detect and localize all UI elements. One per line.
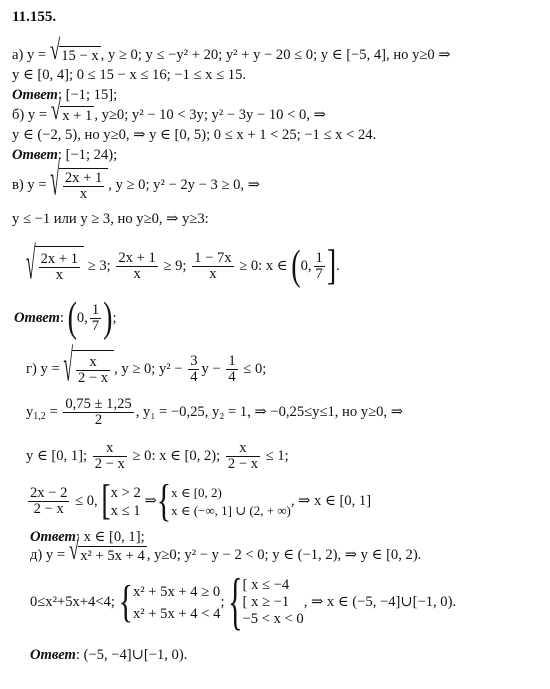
frac-den: 2 − x bbox=[77, 370, 109, 387]
text: y − bbox=[201, 361, 221, 377]
answer-label: Ответ bbox=[30, 529, 76, 545]
text: 0≤x²+5x+4<4; bbox=[30, 594, 115, 610]
frac-den: x bbox=[133, 266, 141, 283]
frac-den: 4 bbox=[190, 369, 198, 386]
frac-den: 7 bbox=[91, 318, 100, 335]
part-g-line-1: г) y = √ $\frac{x}{2 - x}$ , y ≥ 0; y² − $\frac{3}{4}$ y − $\frac{1}{4}$ ≤ 0; bbox=[26, 338, 267, 391]
text: y bbox=[26, 404, 34, 420]
part-d-tail: , y≥0; y² − y − 2 < 0; y ∈ (−1, 2), ⇒ y ∈ [0, 2). bbox=[146, 547, 422, 563]
part-a-line-1 bbox=[12, 35, 451, 67]
frac-den: x bbox=[79, 186, 88, 203]
frac-num: 1 − 7x bbox=[194, 250, 232, 267]
part-b-tail: , y≥0; y² − 10 < 3y; y² − 3y − 10 < 0, ⇒ bbox=[94, 107, 326, 123]
part-v-tail: , y ≥ 0; y² − 2y − 3 ≥ 0, ⇒ bbox=[108, 177, 260, 193]
frac-den: x bbox=[55, 267, 63, 284]
frac-num: 0,75 ± 1,25 bbox=[65, 396, 132, 413]
sqrt-x-plus-1: √ x + 1 bbox=[50, 95, 93, 127]
frac-num: x bbox=[93, 441, 127, 457]
frac-den: 2 − x bbox=[94, 456, 125, 473]
part-d-answer bbox=[30, 646, 187, 664]
text: ≥ 0: x ∈ [0, 2); bbox=[132, 448, 221, 464]
text: , ⇒ x ∈ (−5, −4]∪[−1, 0). bbox=[303, 594, 457, 610]
part-b-line-2: y ∈ (−2, 5), но y≥0, ⇒ y ∈ [0, 5); 0 ≤ x + 1 < 25; −1 ≤ x < 24. bbox=[12, 127, 377, 143]
radicand: x² + 5x + 4 bbox=[80, 548, 145, 565]
system-1: x² + 5x + 4 ≥ 0 x² + 5x + 4 < 4 bbox=[132, 583, 221, 622]
text: , y ≥ 0; y² − bbox=[114, 361, 183, 377]
part-g-line-4: $\frac{2x - 2}{2 - x}$ ≤ 0, [ x > 2 x ≤ 1 ⇒{ x ∈ [0, 2) x ∈ (−∞, 1] ∪ (2, + ∞) , ⇒ x ∈ [0, 1] bbox=[30, 476, 372, 526]
text: y ∈ [0, 1]; bbox=[26, 448, 88, 464]
frac-num: 2x − 2 bbox=[30, 485, 68, 502]
part-d-prefix: д) y = bbox=[30, 547, 69, 563]
answer-value: : (−5, −4]∪[−1, 0). bbox=[75, 647, 188, 663]
frac-den: 2 − x bbox=[33, 501, 64, 518]
part-v-prefix: в) y = bbox=[12, 177, 51, 193]
part-b-prefix: б) y = bbox=[12, 107, 51, 123]
frac-num: 1 bbox=[228, 353, 236, 370]
frac-num: 2x + 1 bbox=[118, 250, 156, 267]
answer-value: : [−1; 24); bbox=[57, 147, 118, 163]
text: , y₁ = −0,25, y₂ = 1, ⇒ −0,25≤y≤1, но y≥0, ⇒ bbox=[135, 404, 403, 420]
part-g-prefix: г) y = bbox=[26, 361, 64, 377]
part-a-prefix: а) y = bbox=[12, 47, 50, 63]
frac-den: 7 bbox=[315, 266, 323, 283]
frac-num: 2x + 1 bbox=[64, 170, 103, 187]
part-d-line-1: д) y = √ x² + 5x + 4 , y≥0; y² − y − 2 < 0; y ∈ (−1, 2), ⇒ y ∈ [0, 2). bbox=[30, 535, 422, 567]
frac-num: 3 bbox=[190, 353, 198, 370]
interval-left: 0, bbox=[76, 310, 88, 326]
frac-den: 2 − x bbox=[227, 456, 259, 473]
part-d-line-2: 0≤x²+5x+4<4; { x² + 5x + 4 ≥ 0 x² + 5x + 4 < 4 ; { [ x ≤ −4 [ x ≥ −1 −5 < x < 0 , ⇒ x ∈ (−5, −4]∪[−1, 0). bbox=[30, 566, 457, 637]
part-v-answer: Ответ: (0, $\frac{1}{7}$ ); bbox=[14, 294, 117, 342]
text: ≥ 9; bbox=[163, 258, 187, 274]
problem-number: 11.155. bbox=[12, 9, 57, 25]
radicand: x + 1 bbox=[62, 108, 93, 125]
text: ≤ 1; bbox=[265, 448, 289, 464]
sqrt-fraction: √ $\frac{2x + 1}{x}$ bbox=[50, 168, 108, 203]
text: ≥ 0: x ∈ bbox=[239, 258, 288, 274]
frac-num: 1 bbox=[315, 250, 323, 267]
interval-left: 0, bbox=[300, 258, 312, 274]
frac-num: x bbox=[226, 441, 260, 457]
answer-label: Ответ bbox=[12, 87, 58, 103]
system-1: x > 2 x ≤ 1 bbox=[110, 484, 141, 519]
frac-num: 1 bbox=[91, 302, 100, 319]
frac-den: x bbox=[209, 266, 217, 283]
part-a-line-2: y ∈ [0, 4]; 0 ≤ 15 − x ≤ 16; −1 ≤ x ≤ 15. bbox=[12, 67, 247, 83]
radicand: 15 − x bbox=[61, 48, 99, 65]
part-g-roots: $y_{1,2}$ = $\frac{0,75 \pm 1,25}{2}$ , y₁ = −0,25, y₂ = 1, ⇒ −0,25≤y≤1, но y≥0, ⇒ bbox=[26, 396, 403, 429]
text: ≤ 0; bbox=[243, 361, 267, 377]
answer-label: Ответ bbox=[30, 647, 76, 663]
part-g-line-3 bbox=[26, 438, 289, 474]
text: ≤ 0, bbox=[75, 493, 98, 509]
answer-value: : x ∈ [0, 1]; bbox=[75, 529, 145, 545]
answer-value: : [−1; 15]; bbox=[57, 87, 118, 103]
part-v-line-3: √ $\frac{2x + 1}{x}$ ≥ 3; $\frac{2x + 1}{x}$ ≥ 9; $\frac{1 - 7x}{x}$ ≥ 0: x ∈ (0, $\frac{1}{7}$ ]. bbox=[26, 236, 340, 290]
frac-num: 2x + 1 bbox=[40, 251, 79, 268]
subscript: 1,2 bbox=[33, 411, 46, 422]
frac-den: 4 bbox=[228, 369, 236, 386]
sqrt-15-minus-x: √ 15 − x bbox=[49, 35, 99, 67]
frac-num: x bbox=[76, 355, 110, 371]
text: ≥ 3; bbox=[87, 258, 111, 274]
part-g-answer bbox=[30, 528, 145, 546]
answer-label: Ответ bbox=[14, 310, 60, 326]
part-a-tail: , y ≥ 0; y ≤ −y² + 20; y² + y − 20 ≤ 0; y ∈ [−5, 4], но y≥0 ⇒ bbox=[100, 47, 451, 63]
part-v-line-2: y ≤ −1 или y ≥ 3, но y≥0, ⇒ y≥3: bbox=[12, 211, 209, 227]
frac-den: 2 bbox=[94, 412, 103, 429]
part-a-answer bbox=[12, 86, 117, 104]
text: , ⇒ x ∈ [0, 1] bbox=[290, 493, 372, 509]
system-2: x ∈ [0, 2) x ∈ (−∞, 1] ∪ (2, + ∞) bbox=[171, 484, 291, 518]
answer-label: Ответ bbox=[12, 147, 58, 163]
system-2: [ x ≤ −4 [ x ≥ −1 −5 < x < 0 bbox=[242, 577, 304, 628]
part-b-answer bbox=[12, 146, 117, 164]
